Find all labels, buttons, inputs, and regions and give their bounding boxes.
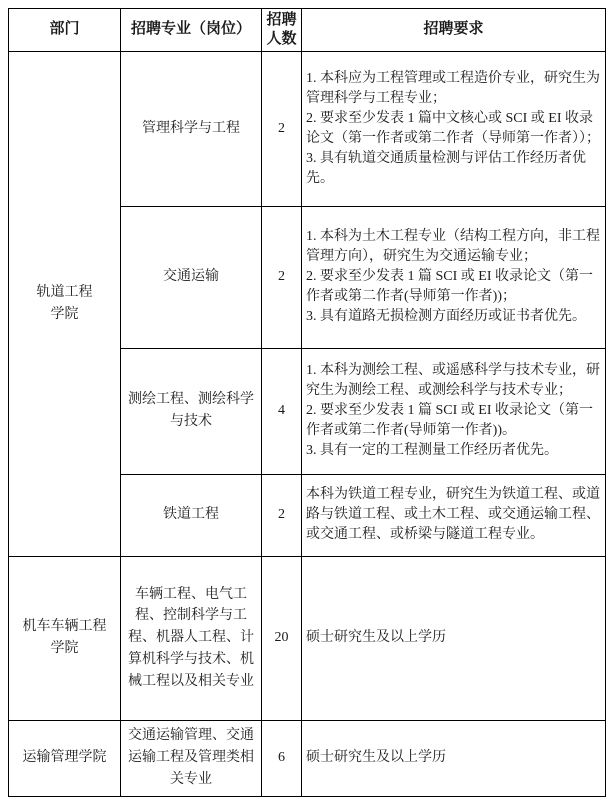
cell-department-rail-engineering bbox=[9, 51, 121, 556]
requirement-item: 1. 本科为测绘工程、或遥感科学与技术专业，研究生为测绘工程、或测绘科学与技术专业； bbox=[306, 363, 600, 398]
requirement-item: 2. 要求至少发表 1 篇 SCI 或 EI 收录论文（第一作者或第二作者(导师第一作者))； bbox=[306, 269, 593, 304]
cell-count: 2 bbox=[262, 474, 302, 556]
department-line: 轨道工程 bbox=[36, 284, 93, 300]
requirement-item: 1. 本科为土木工程专业（结构工程方向，非工程管理方向），研究生为交通运输专业； bbox=[306, 229, 600, 264]
cell-count: 20 bbox=[262, 556, 302, 720]
cell-major: 管理科学与工程 bbox=[121, 51, 262, 206]
cell-major: 交通运输管理、交通运输工程及管理类相关专业 bbox=[121, 720, 262, 796]
requirement-item: 3. 具有道路无损检测方面经历或证书者优先。 bbox=[306, 309, 586, 324]
cell-department-transport-management bbox=[9, 720, 121, 796]
cell-count: 4 bbox=[262, 348, 302, 474]
department-line: 机车车辆工程 bbox=[22, 619, 107, 635]
table-row bbox=[9, 51, 606, 206]
cell-requirements bbox=[302, 51, 606, 206]
cell-count: 2 bbox=[262, 206, 302, 348]
cell-count: 6 bbox=[262, 720, 302, 796]
cell-department-locomotive bbox=[9, 556, 121, 720]
requirement-item: 2. 要求至少发表 1 篇中文核心或 SCI 或 EI 收录论文（第一作者或第二作者（导师第一作者））； bbox=[306, 110, 600, 146]
table-row bbox=[9, 556, 606, 720]
cell-requirements bbox=[302, 556, 606, 720]
header-department: 部门 bbox=[9, 9, 121, 52]
header-major: 招聘专业（岗位） bbox=[121, 9, 262, 52]
cell-requirements bbox=[302, 474, 606, 556]
cell-requirements bbox=[302, 206, 606, 348]
requirement-item: 3. 具有一定的工程测量工作经历者优先。 bbox=[306, 443, 558, 458]
requirement-item: 硕士研究生及以上学历 bbox=[306, 630, 446, 645]
cell-major: 测绘工程、测绘科学与技术 bbox=[121, 348, 262, 474]
requirement-item: 本科为铁道工程专业，研究生为铁道工程、或道路与铁道工程、或土木工程、或交通运输工程、或交通工程、或桥梁与隧道工程专业。 bbox=[306, 487, 600, 542]
requirement-item: 1. 本科应为工程管理或工程造价专业，研究生为管理科学与工程专业； bbox=[306, 70, 600, 106]
requirement-item: 2. 要求至少发表 1 篇 SCI 或 EI 收录论文（第一作者或第二作者(导师第一作者))。 bbox=[306, 403, 593, 438]
requirement-item: 硕士研究生及以上学历 bbox=[306, 750, 446, 765]
department-line: 运输管理学院 bbox=[22, 750, 107, 766]
cell-requirements bbox=[302, 348, 606, 474]
cell-major: 铁道工程 bbox=[121, 474, 262, 556]
table-row bbox=[9, 720, 606, 796]
header-requirements: 招聘要求 bbox=[302, 9, 606, 52]
requirement-item: 3. 具有轨道交通质量检测与评估工作经历者优先。 bbox=[306, 150, 586, 186]
cell-requirements bbox=[302, 720, 606, 796]
cell-count: 2 bbox=[262, 51, 302, 206]
recruitment-table bbox=[8, 8, 606, 797]
cell-major: 交通运输 bbox=[121, 206, 262, 348]
table-header-row bbox=[9, 9, 606, 52]
department-line: 学院 bbox=[50, 641, 79, 656]
department-line: 学院 bbox=[50, 306, 79, 322]
header-count: 招聘人数 bbox=[262, 9, 302, 52]
cell-major: 车辆工程、电气工程、控制科学与工程、机器人工程、计算机科学与技术、机械工程以及相关专业 bbox=[121, 556, 262, 720]
